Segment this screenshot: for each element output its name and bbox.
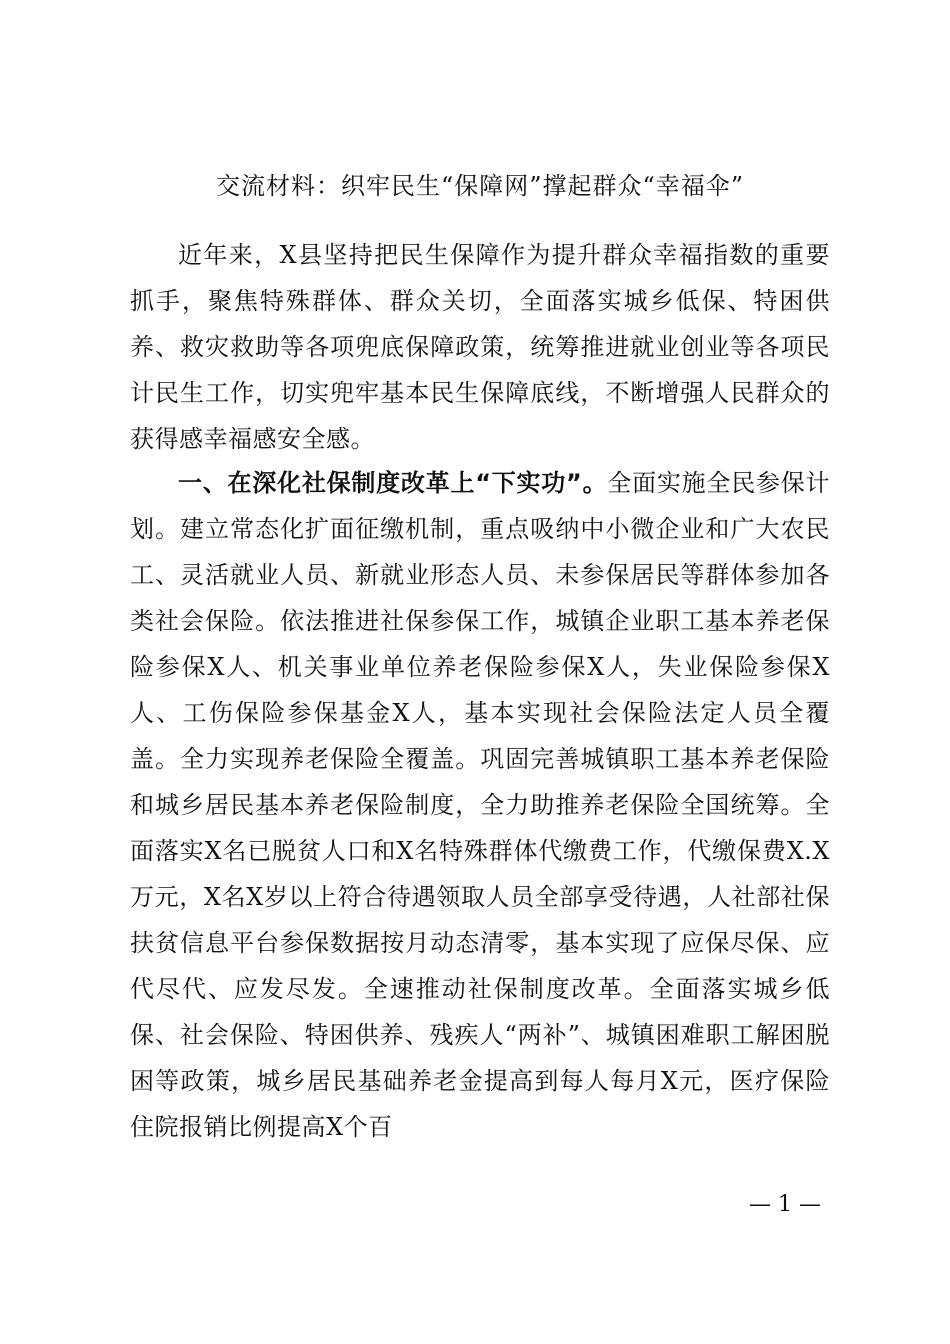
document-title: 交流材料：织牢民生“保障网”撑起群众“幸福伞” — [215, 172, 745, 200]
section-1-body: 全面实施全民参保计划。建立常态化扩面征缴机制，重点吸纳中小微企业和广大农民工、灵活就业人员、新就业形态人员、未参保居民等群体参加各类社会保险。依法推进社保参保工作，城镇企业职工基本养老保险参保X人、机关事业单位养老保险参保X人，失业保险参保X人、工伤保险参保基金X人，基本实现社会保险法定人员全覆盖。全力实现养老保险全覆盖。巩固完善城镇职工基本养老保险和城乡居民基本养老保险制度，全力助推养老保险全国统筹。全面落实X名已脱贫人口和X名特殊群体代缴费工作，代缴保费X.X万元，X名X岁以上符合待遇领取人员全部享受待遇，人社部社保扶贫信息平台参保数据按月动态清零，基本实现了应保尽保、应代尽代、应发尽发。全速推动社保制度改革。全面落实城乡低保、社会保险、特困供养、残疾人“两补”、城镇困难职工解困脱困等政策，城乡居民基础养老金提高到每人每月X元，医疗保险住院报销比例提高X个百 — [130, 469, 830, 1141]
section-1-heading: 一、在深化社保制度改革上“下实功”。 — [178, 469, 608, 497]
section-1-paragraph — [130, 460, 830, 1150]
page-number: — 1 — — [749, 1192, 821, 1217]
intro-paragraph: 近年来，X县坚持把民生保障作为提升群众幸福指数的重要抓手，聚焦特殊群体、群众关切，全面落实城乡低保、特困供养、救灾救助等各项兜底保障政策，统筹推进就业创业等各项民计民生工作，切实兜牢基本民生保障底线，不断增强人民群众的获得感幸福感安全感。 — [130, 241, 830, 453]
